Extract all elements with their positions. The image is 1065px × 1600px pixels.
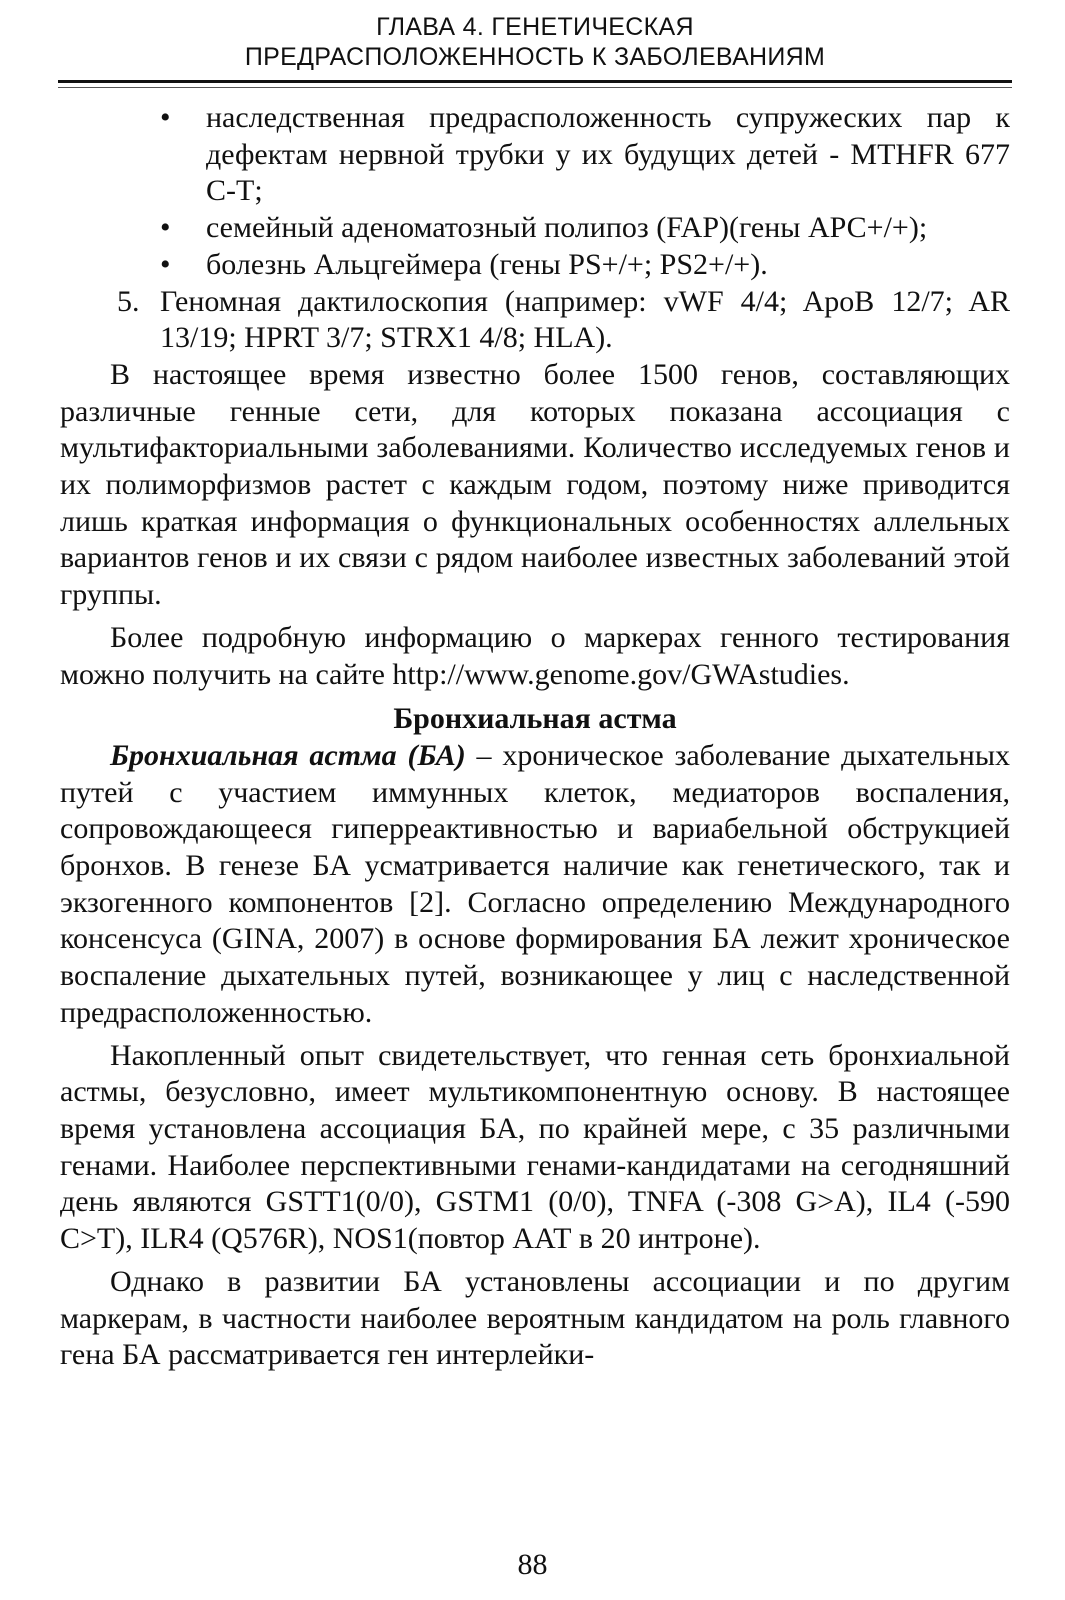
section-title: Бронхиальная астма [393, 702, 677, 736]
running-header-line-1: ГЛАВА 4. ГЕНЕТИЧЕСКАЯ [376, 13, 694, 41]
list-item [60, 210, 1010, 247]
numbered-item-text: Геномная дактилоскопия (например: vWF 4/4; ApoB 12/7; AR 13/19; HPRT 3/7; STRX1 4/8; HLA). [160, 284, 1010, 355]
header-rule [58, 80, 1012, 83]
bullet-icon: • [160, 211, 171, 245]
running-header-line-2: ПРЕДРАСПОЛОЖЕННОСТЬ К ЗАБОЛЕВАНИЯМ [244, 43, 826, 71]
page-number: 88 [517, 1548, 548, 1581]
bullet-list [60, 100, 1010, 284]
item-number: 5. [117, 284, 140, 318]
paragraph-markers: Однако в развитии БА установлены ассоциации и по другим маркерам, в частности наиболее вероятным кандидатом на роль главного гена БА рассматривается ген интерлейки- [60, 1264, 1010, 1372]
list-item [60, 247, 1010, 284]
list-item-text: наследственная предрасположенность супружеских пар к дефектам нервной трубки у их будущих детей - MTHFR 677 С-Т; [206, 101, 1010, 208]
definition-text: – хроническое заболевание дыхательных путей с участием иммунных клеток, медиаторов воспаления, сопровождающееся гиперреактивностью и вариабельной обструкцией бронхов. В генезе БА усматривается наличие как генетического, так и экзогенного компонентов [2]. Согласно определению Международного консенсуса (GINA, 2007) в основе формирования БА лежит хроническое воспаление дыхательных путей, возникающее у лиц с наследственной предрасположенностью. [60, 738, 1011, 1029]
defined-term: Бронхиальная астма (БА) [110, 738, 466, 772]
running-header [60, 12, 1010, 72]
bullet-icon: • [160, 247, 171, 281]
header-rule-thin [58, 87, 1012, 88]
paragraph-definition [60, 738, 1010, 1032]
paragraph-gene-network: Накопленный опыт свидетельствует, что генная сеть бронхиальной астмы, безусловно, имеет мультикомпонентную основу. В настоящее время установлена ассоциация БА, по крайней мере, с 35 различными генами. Наиболее перспективными генами-кандидатами на сегодняшний день являются GSTT1(0/0), GSTM1 (0/0), TNFA (-308 G>A), IL4 (-590 C>T), ILR4 (Q576R), NOS1(повтор ААТ в 20 интроне). [60, 1038, 1010, 1256]
bullet-icon: • [160, 101, 171, 134]
list-item [60, 100, 1010, 210]
list-item-text: болезнь Альцгеймера (гены PS+/+; PS2+/+). [206, 247, 768, 281]
numbered-item [60, 284, 1010, 357]
paragraph-genes-overview: В настоящее время известно более 1500 генов, составляющих различные генные сети, для которых показана ассоциация с мультифакториальными заболеваниями. Количество исследуемых генов и их полиморфизмов растет с каждым годом, поэтому ниже приводится лишь краткая информация о функциональных особенностях аллельных вариантов генов и их связи с рядом наиболее известных заболеваний этой группы. [60, 357, 1010, 612]
paragraph-more-info: Более подробную информацию о маркерах генного тестирования можно получить на сайте http://www.genome.gov/GWAstudies. [60, 620, 1010, 691]
page-body [60, 100, 1010, 1374]
list-item-text: семейный аденоматозный полипоз (FAP)(гены АРС+/+); [206, 211, 928, 245]
